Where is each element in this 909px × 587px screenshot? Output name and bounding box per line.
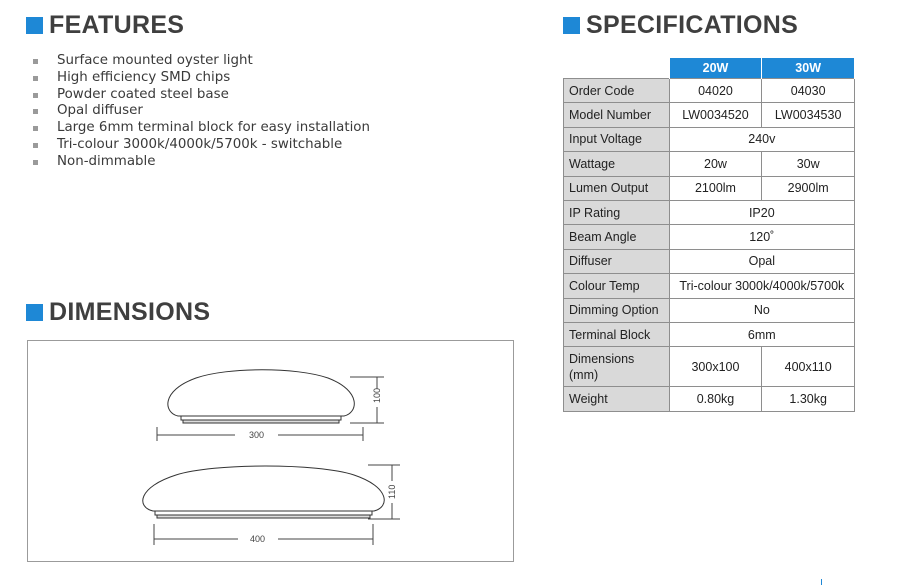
feature-item: Non-dimmable [33, 154, 370, 171]
row-label: Weight [564, 387, 670, 411]
cell-30w: LW0034530 [762, 103, 855, 127]
cell-merged: 120˚ [669, 225, 854, 249]
row-label: Terminal Block [564, 322, 670, 346]
row-label: Diffuser [564, 249, 670, 273]
feature-item: Opal diffuser [33, 103, 370, 120]
row-label: Order Code [564, 79, 670, 103]
cell-20w: 300x100 [669, 347, 762, 387]
table-row [564, 200, 855, 224]
cell-merged: IP20 [669, 200, 854, 224]
cell-30w: 1.30kg [762, 387, 855, 411]
table-row [564, 387, 855, 411]
bullet-icon [33, 59, 38, 64]
cell-30w: 30w [762, 152, 855, 176]
cell-merged: No [669, 298, 854, 322]
dimensions-diagram [27, 340, 514, 562]
blue-square-icon [563, 17, 580, 34]
row-label: IP Rating [564, 200, 670, 224]
page-marker [821, 579, 822, 585]
cell-20w: 20w [669, 152, 762, 176]
cell-20w: 04020 [669, 79, 762, 103]
bullet-icon [33, 109, 38, 114]
cell-merged: Opal [669, 249, 854, 273]
row-label: Dimensions (mm) [564, 347, 670, 387]
table-header-row [564, 58, 855, 79]
small-height-label: 100 [372, 387, 382, 403]
dimensions-heading [26, 298, 210, 327]
cell-merged: Tri-colour 3000k/4000k/5700k [669, 274, 854, 298]
specifications-title: SPECIFICATIONS [586, 11, 799, 39]
large-light-outline [143, 466, 384, 518]
features-heading [26, 11, 184, 40]
feature-item: Large 6mm terminal block for easy installation [33, 120, 370, 137]
specifications-table [563, 57, 855, 412]
specifications-heading [563, 11, 798, 40]
table-row [564, 298, 855, 322]
feature-item: High efficiency SMD chips [33, 70, 370, 87]
cell-merged: 6mm [669, 322, 854, 346]
cell-merged: 240v [669, 127, 854, 151]
table-row [564, 274, 855, 298]
table-row [564, 249, 855, 273]
feature-item: Surface mounted oyster light [33, 53, 370, 70]
dimensions-title: DIMENSIONS [49, 298, 211, 326]
table-row [564, 176, 855, 200]
row-label: Colour Temp [564, 274, 670, 298]
dimensions-drawing [28, 341, 515, 563]
blue-square-icon [26, 17, 43, 34]
table-row [564, 347, 855, 387]
column-header-20w: 20W [669, 58, 762, 79]
row-label: Dimming Option [564, 298, 670, 322]
table-row [564, 79, 855, 103]
table-row [564, 103, 855, 127]
cell-20w: 2100lm [669, 176, 762, 200]
feature-item: Powder coated steel base [33, 87, 370, 104]
bullet-icon [33, 126, 38, 131]
table-row [564, 152, 855, 176]
cell-30w: 2900lm [762, 176, 855, 200]
cell-30w: 400x110 [762, 347, 855, 387]
bullet-icon [33, 160, 38, 165]
column-header-30w: 30W [762, 58, 855, 79]
small-width-label: 300 [249, 430, 265, 440]
row-label: Beam Angle [564, 225, 670, 249]
row-label: Lumen Output [564, 176, 670, 200]
bullet-icon [33, 143, 38, 148]
table-row [564, 127, 855, 151]
features-list [33, 53, 370, 171]
table-corner [564, 58, 670, 79]
large-width-label: 400 [250, 534, 266, 544]
large-height-label: 110 [387, 484, 397, 499]
table-row [564, 225, 855, 249]
blue-square-icon [26, 304, 43, 321]
cell-30w: 04030 [762, 79, 855, 103]
cell-20w: LW0034520 [669, 103, 762, 127]
features-title: FEATURES [49, 11, 185, 39]
row-label: Model Number [564, 103, 670, 127]
row-label: Wattage [564, 152, 670, 176]
small-light-outline [168, 370, 354, 423]
feature-item: Tri-colour 3000k/4000k/5700k - switchable [33, 137, 370, 154]
table-row [564, 322, 855, 346]
bullet-icon [33, 93, 38, 98]
bullet-icon [33, 76, 38, 81]
row-label: Input Voltage [564, 127, 670, 151]
cell-20w: 0.80kg [669, 387, 762, 411]
